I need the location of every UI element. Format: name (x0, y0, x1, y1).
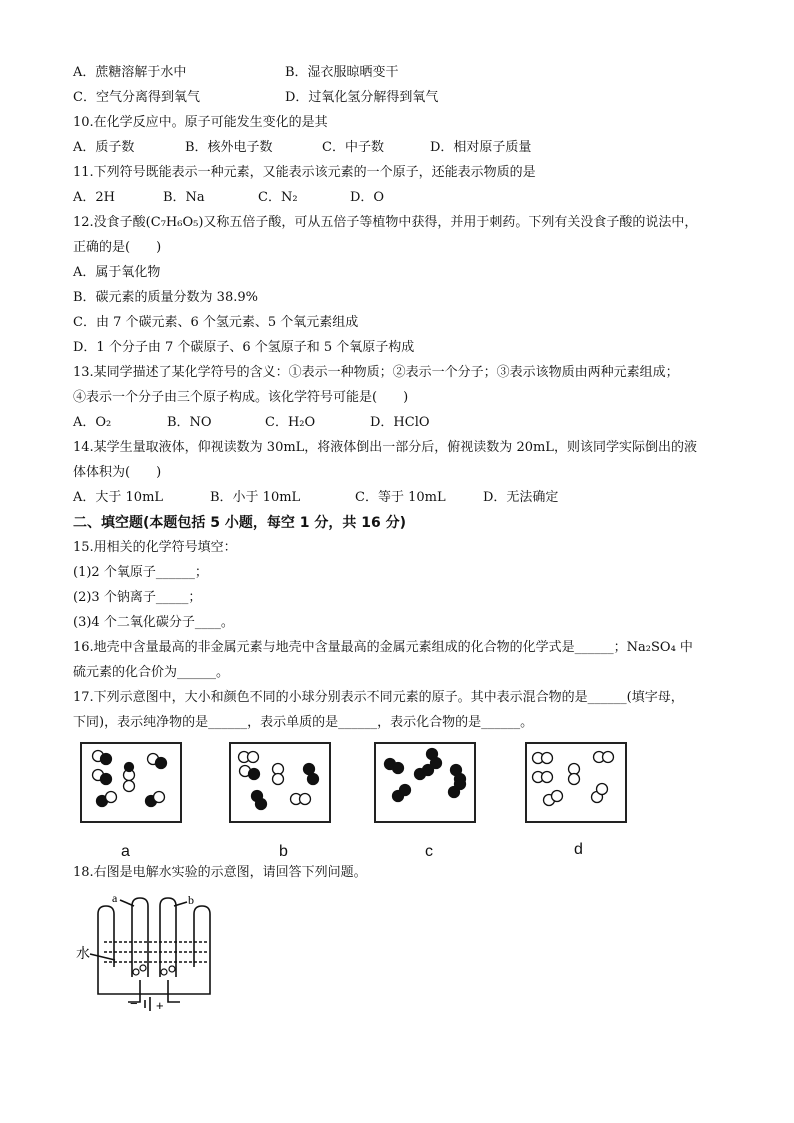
q15-part2: (2)3 个钠离子_____； (73, 590, 202, 605)
particle-diagram-b (231, 744, 329, 821)
q9-option-b: B．湿衣服晾晒变干 (285, 65, 399, 80)
particle-box-b (229, 742, 331, 823)
q9-option-d: D．过氧化氢分解得到氧气 (285, 90, 439, 105)
q10-option-b: B．核外电子数 (185, 140, 273, 155)
q16-stem-line2: 硫元素的化合价为______。 (73, 665, 230, 680)
q17-stem-line1: 17.下列示意图中，大小和颜色不同的小球分别表示不同元素的原子。其中表示混合物的是______(填字母， (73, 690, 684, 705)
label-positive: + (156, 998, 164, 1013)
q11-stem: 11.下列符号既能表示一种元素，又能表示该元素的一个原子，还能表示物质的是 (73, 165, 536, 180)
q14-stem-line2: 体体积为( ) (73, 465, 162, 480)
particle-diagram-c (376, 744, 474, 821)
particle-box-a (80, 742, 182, 823)
section-heading: 二、填空题(本题包括 5 小题，每空 1 分，共 16 分) (73, 515, 407, 531)
label-negative: − (130, 996, 138, 1011)
q13-option-b: B．NO (167, 415, 212, 430)
q9-option-c: C．空气分离得到氧气 (73, 90, 200, 105)
particle-diagram-a (82, 744, 180, 821)
q10-option-a: A．质子数 (73, 140, 135, 155)
electrolysis-apparatus (70, 892, 230, 1022)
q14-option-a: A．大于 10mL (73, 490, 164, 505)
q12-option-d: D．1 个分子由 7 个碳原子、6 个氢原子和 5 个氧原子构成 (73, 340, 415, 355)
q11-option-c: C．N₂ (258, 190, 298, 205)
caption-d: d (574, 841, 583, 858)
q14-option-c: C．等于 10mL (355, 490, 446, 505)
q14-stem-line1: 14.某学生量取液体，仰视读数为 30mL，将液体倒出一部分后，俯视读数为 20mL，则该同学实际倒出的液 (73, 440, 697, 455)
q11-option-d: D．O (350, 190, 385, 205)
q16-stem-line1: 16.地壳中含量最高的非金属元素与地壳中含量最高的金属元素组成的化合物的化学式是______；Na₂SO₄ 中 (73, 640, 693, 655)
q12-option-b: B．碳元素的质量分数为 38.9% (73, 290, 258, 305)
particle-box-d (525, 742, 627, 823)
q13-option-a: A．O₂ (73, 415, 112, 430)
label-water: 水 (76, 946, 90, 962)
q12-stem-line2: 正确的是( ) (73, 240, 162, 255)
q10-option-d: D．相对原子质量 (430, 140, 532, 155)
caption-b: b (279, 843, 288, 860)
q11-option-b: B．Na (163, 190, 205, 205)
q12-option-a: A．属于氧化物 (73, 265, 161, 280)
q15-stem: 15.用相关的化学符号填空： (73, 540, 237, 555)
q11-option-a: A．2H (73, 190, 115, 205)
q14-option-b: B．小于 10mL (210, 490, 301, 505)
q15-part1: (1)2 个氧原子______； (73, 565, 208, 580)
label-a: a (112, 892, 118, 905)
q17-stem-line2: 下同)，表示纯净物的是______，表示单质的是______，表示化合物的是______。 (73, 715, 534, 730)
caption-c: c (425, 843, 433, 860)
q18-stem: 18.右图是电解水实验的示意图，请回答下列问题。 (73, 865, 367, 880)
particle-diagram-d (527, 744, 625, 821)
q12-stem-line1: 12.没食子酸(C₇H₆O₅)又称五倍子酸，可从五倍子等植物中获得，并用于刺药。下列有关没食子酸的说法中， (73, 215, 698, 230)
q13-stem-line1: 13.某同学描述了某化学符号的含义：①表示一种物质；②表示一个分子；③表示该物质由两种元素组成； (73, 365, 679, 380)
caption-a: a (121, 843, 130, 860)
label-b: b (188, 893, 194, 907)
q13-option-d: D．HClO (370, 415, 430, 430)
q15-part3: (3)4 个二氧化碳分子____。 (73, 615, 234, 630)
particle-box-c (374, 742, 476, 823)
q13-stem-line2: ④表示一个分子由三个原子构成。该化学符号可能是( ) (73, 390, 409, 405)
q10-stem: 10.在化学反应中。原子可能发生变化的是其 (73, 115, 328, 130)
q10-option-c: C．中子数 (322, 140, 384, 155)
q13-option-c: C．H₂O (265, 415, 316, 430)
q9-option-a: A．蔗糖溶解于水中 (73, 65, 187, 80)
q12-option-c: C．由 7 个碳元素、6 个氢元素、5 个氧元素组成 (73, 315, 359, 330)
q14-option-d: D．无法确定 (483, 490, 559, 505)
